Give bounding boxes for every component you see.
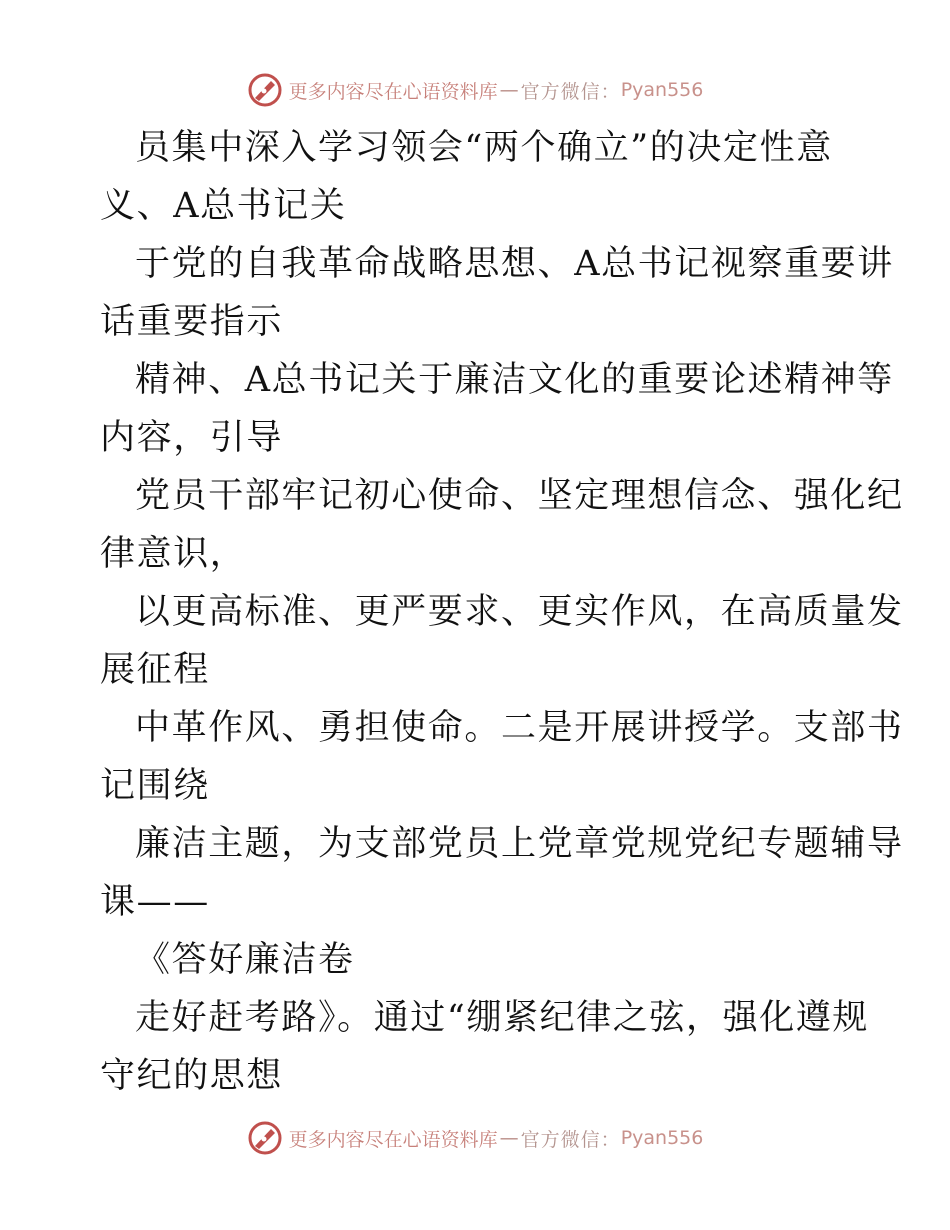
text-line: 内容，引导 (100, 418, 284, 458)
watermark-separator: — (499, 1127, 519, 1149)
text-line: 话重要指示 (100, 302, 284, 342)
text-line: 守纪的思想 (100, 1056, 284, 1096)
watermark-wechat-label: 官方微信： (520, 1128, 621, 1151)
pen-nib-logo-icon (247, 72, 283, 108)
text-line: 律意识， (100, 534, 247, 574)
text-line: 中革作风、勇担使命。二是开展讲授学。支部书 (135, 708, 904, 748)
text-line: 走好赶考路》。通过“绷紧纪律之弦，强化遵规 (135, 998, 869, 1038)
text-line: 展征程 (100, 650, 210, 690)
text-line: 党员干部牢记初心使命、坚定理想信念、强化纪 (135, 476, 904, 516)
watermark-wechat-label: 官方微信： (520, 80, 621, 103)
text-line: 于党的自我革命战略思想、A总书记视察重要讲 (135, 244, 894, 284)
watermark-separator: — (499, 79, 519, 101)
text-line: 记围绕 (100, 766, 210, 806)
text-line: 课—— (100, 882, 210, 922)
text-line: 廉洁主题，为支部党员上党章党规党纪专题辅导 (135, 824, 904, 864)
footer-watermark (0, 1118, 950, 1158)
watermark-wechat-id: Pyan556 (620, 79, 704, 101)
header-watermark (0, 70, 950, 110)
watermark-site-text: 更多内容尽在心语资料库 (288, 80, 498, 103)
text-line: 以更高标准、更严要求、更实作风，在高质量发 (135, 592, 904, 632)
watermark-wechat-id: Pyan556 (620, 1127, 704, 1149)
text-line: 员集中深入学习领会“两个确立”的决定性意 (135, 128, 833, 168)
text-line: 精神、A总书记关于廉洁文化的重要论述精神等 (135, 360, 894, 400)
text-line: 《答好廉洁卷 (135, 940, 355, 980)
watermark-site-text: 更多内容尽在心语资料库 (288, 1128, 498, 1151)
text-line: 义、A总书记关 (100, 186, 347, 226)
pen-nib-logo-icon (247, 1120, 283, 1156)
